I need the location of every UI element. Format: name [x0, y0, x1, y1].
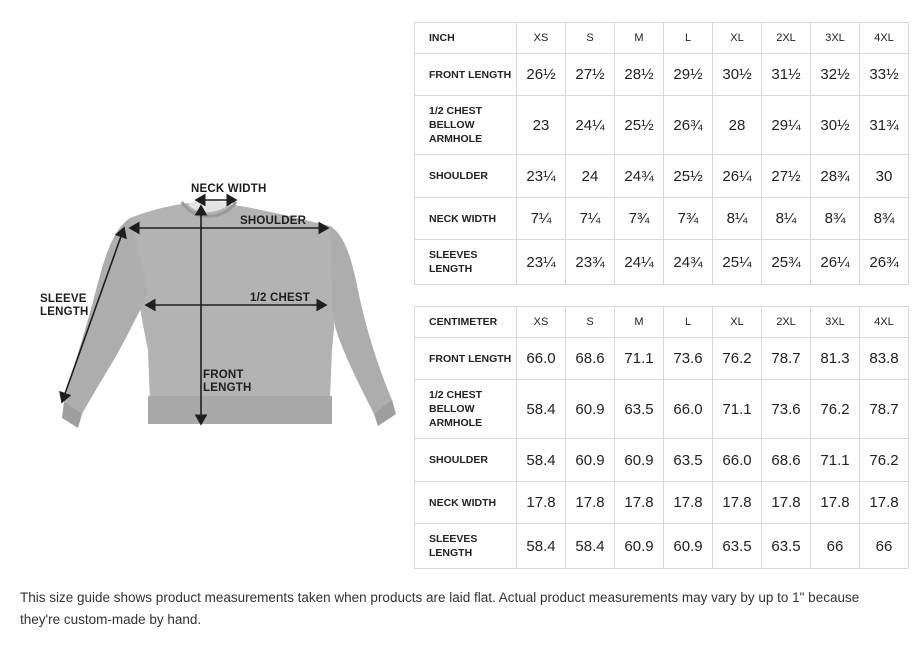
inch-unit-label: INCH — [415, 23, 517, 54]
shoulder-label: SHOULDER — [240, 215, 307, 227]
centimeter-table — [414, 306, 909, 569]
row-label: 1/2 CHEST BELLOW ARMHOLE — [415, 380, 517, 439]
table-row — [415, 524, 909, 569]
table-cell: 58.4 — [566, 524, 615, 569]
table-cell: 58.4 — [517, 380, 566, 439]
table-cell: 68.6 — [762, 439, 811, 482]
table-cell: 27½ — [566, 54, 615, 96]
table-cell: 7¼ — [517, 198, 566, 240]
table-cell: 60.9 — [615, 524, 664, 569]
cm-size-header: S — [566, 307, 615, 338]
cm-unit-label: CENTIMETER — [415, 307, 517, 338]
table-cell: 23¼ — [517, 155, 566, 198]
cm-size-header: L — [664, 307, 713, 338]
table-cell: 17.8 — [811, 482, 860, 524]
table-cell: 83.8 — [860, 338, 909, 380]
hem — [148, 396, 332, 424]
inch-header-row — [415, 23, 909, 54]
table-cell: 66 — [860, 524, 909, 569]
table-cell: 60.9 — [566, 380, 615, 439]
table-cell: 63.5 — [615, 380, 664, 439]
inch-size-header: 4XL — [860, 23, 909, 54]
inch-size-header: 2XL — [762, 23, 811, 54]
table-cell: 31½ — [762, 54, 811, 96]
row-label: SHOULDER — [415, 155, 517, 198]
table-cell: 58.4 — [517, 439, 566, 482]
inch-size-header: 3XL — [811, 23, 860, 54]
table-row — [415, 155, 909, 198]
cm-size-header: M — [615, 307, 664, 338]
table-cell: 7¼ — [566, 198, 615, 240]
table-cell: 26½ — [517, 54, 566, 96]
table-cell: 23¼ — [517, 240, 566, 285]
table-row — [415, 54, 909, 96]
table-row — [415, 338, 909, 380]
sweatshirt-right-sleeve — [330, 226, 392, 414]
table-cell: 66.0 — [517, 338, 566, 380]
table-cell: 25¼ — [713, 240, 762, 285]
table-cell: 23¾ — [566, 240, 615, 285]
table-cell: 8¼ — [713, 198, 762, 240]
table-cell: 17.8 — [860, 482, 909, 524]
cm-size-header: XS — [517, 307, 566, 338]
table-cell: 32½ — [811, 54, 860, 96]
sleeve-length-label-text: SLEEVE LENGTH — [40, 293, 89, 318]
table-row — [415, 96, 909, 155]
table-cell: 28 — [713, 96, 762, 155]
inch-size-header: XS — [517, 23, 566, 54]
table-cell: 63.5 — [664, 439, 713, 482]
table-cell: 33½ — [860, 54, 909, 96]
row-label: 1/2 CHEST BELLOW ARMHOLE — [415, 96, 517, 155]
table-cell: 28¾ — [811, 155, 860, 198]
table-cell: 26¼ — [713, 155, 762, 198]
neck-width-label: NECK WIDTH — [191, 183, 267, 195]
table-cell: 23 — [517, 96, 566, 155]
table-row — [415, 240, 909, 285]
table-cell: 17.8 — [713, 482, 762, 524]
row-label: SLEEVES LENGTH — [415, 240, 517, 285]
table-cell: 66.0 — [713, 439, 762, 482]
sleeve-length-label — [40, 293, 100, 319]
table-cell: 76.2 — [860, 439, 909, 482]
table-row — [415, 198, 909, 240]
table-row — [415, 482, 909, 524]
row-label: SLEEVES LENGTH — [415, 524, 517, 569]
table-cell: 24 — [566, 155, 615, 198]
table-row — [415, 380, 909, 439]
inch-table — [414, 22, 909, 285]
table-cell: 17.8 — [615, 482, 664, 524]
inch-size-header: XL — [713, 23, 762, 54]
table-cell: 30 — [860, 155, 909, 198]
table-cell: 7¾ — [615, 198, 664, 240]
table-cell: 25½ — [664, 155, 713, 198]
table-cell: 26¾ — [860, 240, 909, 285]
table-cell: 63.5 — [713, 524, 762, 569]
cm-size-header: 3XL — [811, 307, 860, 338]
table-cell: 71.1 — [615, 338, 664, 380]
table-cell: 73.6 — [762, 380, 811, 439]
table-cell: 66 — [811, 524, 860, 569]
table-cell: 30½ — [713, 54, 762, 96]
table-cell: 24¾ — [615, 155, 664, 198]
cm-header-row — [415, 307, 909, 338]
table-cell: 60.9 — [566, 439, 615, 482]
table-cell: 29½ — [664, 54, 713, 96]
table-cell: 68.6 — [566, 338, 615, 380]
table-cell: 8¾ — [860, 198, 909, 240]
table-cell: 31¾ — [860, 96, 909, 155]
table-cell: 71.1 — [713, 380, 762, 439]
table-cell: 24¼ — [615, 240, 664, 285]
table-cell: 60.9 — [664, 524, 713, 569]
table-cell: 76.2 — [811, 380, 860, 439]
table-cell: 66.0 — [664, 380, 713, 439]
table-cell: 78.7 — [860, 380, 909, 439]
table-cell: 81.3 — [811, 338, 860, 380]
inch-size-header: S — [566, 23, 615, 54]
row-label: SHOULDER — [415, 439, 517, 482]
table-cell: 17.8 — [517, 482, 566, 524]
table-cell: 60.9 — [615, 439, 664, 482]
size-guide-caption: This size guide shows product measurements taken when products are laid flat. Actual product measurements may vary by up to 1" because they're custom-made by hand. — [20, 590, 860, 627]
table-cell: 27½ — [762, 155, 811, 198]
table-cell: 26¼ — [811, 240, 860, 285]
cm-size-header: 4XL — [860, 307, 909, 338]
cm-size-header: XL — [713, 307, 762, 338]
table-cell: 25½ — [615, 96, 664, 155]
size-tables — [414, 22, 909, 569]
table-cell: 26¾ — [664, 96, 713, 155]
table-cell: 29¼ — [762, 96, 811, 155]
table-cell: 17.8 — [762, 482, 811, 524]
sweatshirt-diagram — [0, 150, 410, 450]
table-cell: 8¾ — [811, 198, 860, 240]
table-row — [415, 439, 909, 482]
table-cell: 76.2 — [713, 338, 762, 380]
front-length-label — [203, 369, 263, 395]
table-cell: 7¾ — [664, 198, 713, 240]
front-length-label-text: FRONT LENGTH — [203, 369, 252, 394]
table-cell: 17.8 — [664, 482, 713, 524]
row-label: FRONT LENGTH — [415, 54, 517, 96]
table-cell: 30½ — [811, 96, 860, 155]
inch-size-header: M — [615, 23, 664, 54]
table-cell: 28½ — [615, 54, 664, 96]
table-cell: 24¾ — [664, 240, 713, 285]
table-cell: 8¼ — [762, 198, 811, 240]
row-label: NECK WIDTH — [415, 198, 517, 240]
table-cell: 73.6 — [664, 338, 713, 380]
table-cell: 17.8 — [566, 482, 615, 524]
table-cell: 58.4 — [517, 524, 566, 569]
row-label: NECK WIDTH — [415, 482, 517, 524]
cm-size-header: 2XL — [762, 307, 811, 338]
table-cell: 24¼ — [566, 96, 615, 155]
inch-size-header: L — [664, 23, 713, 54]
table-cell: 78.7 — [762, 338, 811, 380]
table-cell: 63.5 — [762, 524, 811, 569]
row-label: FRONT LENGTH — [415, 338, 517, 380]
table-cell: 25¾ — [762, 240, 811, 285]
table-cell: 71.1 — [811, 439, 860, 482]
half-chest-label: 1/2 CHEST — [250, 292, 310, 304]
